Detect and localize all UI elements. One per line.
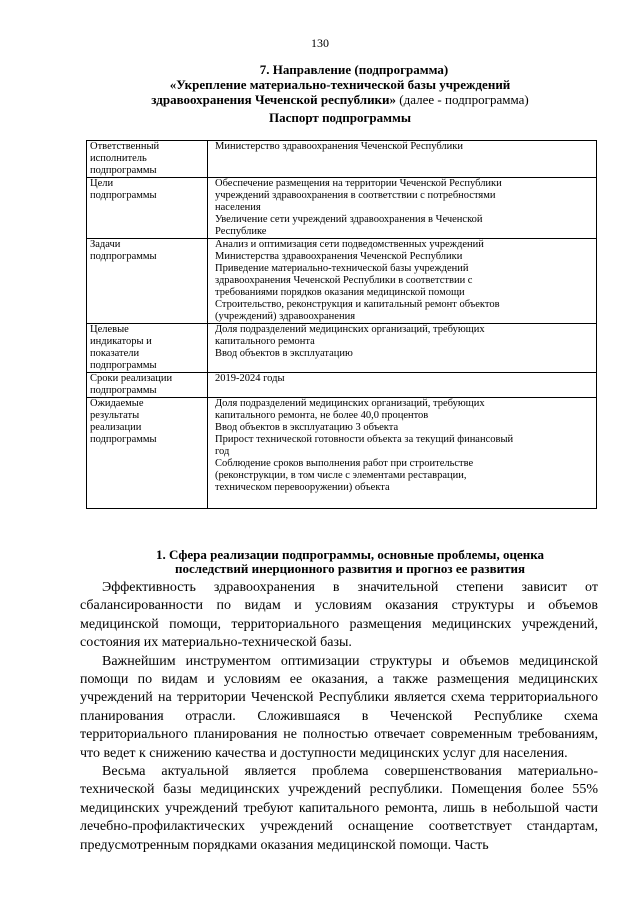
passport-value-line: капитального ремонта, не более 40,0 процентов	[215, 410, 429, 421]
passport-label-line: подпрограммы	[90, 434, 157, 445]
passport-value-line: капитального ремонта	[215, 336, 315, 347]
subprogram-name-line1: «Укрепление материально-технической базы учреждений	[169, 77, 511, 92]
passport-value-cell	[208, 324, 597, 373]
passport-label-line: подпрограммы	[90, 360, 157, 371]
section-heading	[96, 548, 604, 576]
passport-value-line: Доля подразделений медицинских организаций, требующих	[215, 324, 485, 335]
passport-value-cell	[208, 178, 597, 239]
page-number: 130	[311, 36, 329, 50]
passport-value-line: Приведение материально-технической базы учреждений	[215, 263, 469, 274]
passport-label-line: подпрограммы	[90, 251, 157, 262]
passport-label-line: подпрограммы	[90, 190, 157, 201]
passport-label-line: реализации	[90, 422, 142, 433]
paragraph: Весьма актуальной является проблема совершенствования материально-технической базы медицинских учреждений республики. Помещения более 55% медицинских учреждений требуют капитального ремонта, лишь в небольшой части лечебно-профилактических учреждений оснащение соответствует стандартам, предусмотренным порядками оказания медицинской помощи. Часть	[80, 764, 598, 853]
passport-row	[87, 178, 597, 239]
passport-value-line: Прирост технической готовности объекта за текущий финансовый	[215, 434, 514, 445]
passport-value-line: учреждений здравоохранения в соответствии с потребностями	[215, 190, 496, 201]
passport-label-line: результаты	[90, 410, 140, 421]
passport-value-line: населения	[215, 202, 261, 213]
passport-value-line: Доля подразделений медицинских организаций, требующих	[215, 398, 485, 409]
passport-row	[87, 373, 597, 398]
passport-value-line: Соблюдение сроков выполнения работ при строительстве	[215, 458, 474, 469]
passport-value-cell	[208, 398, 597, 509]
passport-label-cell	[87, 373, 208, 398]
passport-value-line: (учреждений) здравоохранения	[215, 311, 356, 322]
passport-value-line: Министерство здравоохранения Чеченской Республики	[215, 141, 464, 152]
passport-value-cell	[208, 239, 597, 324]
passport-row	[87, 324, 597, 373]
passport-value-line: Обеспечение размещения на территории Чеченской Республики	[215, 178, 502, 189]
passport-value-line: Ввод объектов в эксплуатацию	[215, 348, 353, 359]
passport-value-line: Ввод объектов в эксплуатацию 3 объекта	[215, 422, 399, 433]
passport-value-line: Увеличение сети учреждений здравоохранения в Чеченской	[215, 214, 483, 225]
passport-label-line: Ответственный	[90, 141, 160, 152]
subprogram-name-line2	[80, 92, 600, 107]
passport-value-line: Строительство, реконструкция и капитальный ремонт объектов	[215, 299, 500, 310]
passport-row	[87, 141, 597, 178]
passport-label-cell	[87, 178, 208, 239]
passport-value-line: требованиями порядков оказания медицинской помощи	[215, 287, 465, 298]
passport-label-line: Целевые	[90, 324, 129, 335]
passport-table	[86, 140, 597, 509]
subprogram-heading	[80, 62, 600, 125]
passport-table-body	[87, 141, 597, 509]
passport-row	[87, 239, 597, 324]
passport-label-line: Задачи	[90, 239, 121, 250]
passport-label-line: Ожидаемые	[90, 398, 144, 409]
passport-label-cell	[87, 141, 208, 178]
section-title-line1: 1. Сфера реализации подпрограммы, основные проблемы, оценка	[155, 547, 544, 562]
body-text	[80, 579, 598, 855]
passport-value-line: Министерства здравоохранения Чеченской Республики	[215, 251, 463, 262]
passport-label-line: подпрограммы	[90, 165, 157, 176]
passport-label-line: исполнитель	[90, 153, 147, 164]
passport-value-line: год	[215, 446, 230, 457]
passport-value-line: Анализ и оптимизация сети подведомственных учреждений	[215, 239, 484, 250]
passport-label-line: индикаторы и	[90, 336, 152, 347]
paragraph: Эффективность здравоохранения в значительной степени зависит от сбалансированности по видам и условиям оказания структуры и объемов медицинской помощи, территориального размещения медицинских учреждений, состояния их материально-технической базы.	[80, 580, 598, 651]
passport-title: Паспорт подпрограммы	[269, 110, 411, 125]
passport-label-line: показатели	[90, 348, 140, 359]
subprogram-name-bold: здравоохранения Чеченской республики»	[151, 92, 397, 107]
subprogram-name-suffix: (далее - подпрограмма)	[396, 92, 529, 107]
paragraph: Важнейшим инструментом оптимизации структуры и объемов медицинской помощи по видам и условиям ее оказания, а также размещения медицинских учреждений на территории Чеченской Республики является схема территориального планирования отрасли. Сложившаяся в Чеченской Республике схема территориального планирования не полностью отвечает современным требованиям, что ведет к снижению качества и доступности медицинских услуг для населения.	[80, 653, 598, 761]
passport-label-line: подпрограммы	[90, 385, 157, 396]
passport-value-line: 2019-2024 годы	[215, 373, 285, 384]
passport-label-cell	[87, 239, 208, 324]
passport-value-line: (реконструкции, в том числе с элементами реставрации,	[215, 470, 467, 481]
section-title-line2: последствий инерционного развития и прогноз ее развития	[174, 561, 526, 576]
passport-value-line: Республике	[215, 226, 267, 237]
passport-label-line: Цели	[90, 178, 114, 189]
passport-value-line: здравоохранения Чеченской Республики в соответствии с	[215, 275, 473, 286]
passport-value-cell	[208, 373, 597, 398]
passport-label-line: Сроки реализации	[90, 373, 173, 384]
passport-label-cell	[87, 398, 208, 509]
passport-value-line: техническом перевооружении) объекта	[215, 482, 390, 493]
passport-row	[87, 398, 597, 509]
passport-value-cell	[208, 141, 597, 178]
passport-label-cell	[87, 324, 208, 373]
direction-title: 7. Направление (подпрограмма)	[259, 62, 449, 77]
